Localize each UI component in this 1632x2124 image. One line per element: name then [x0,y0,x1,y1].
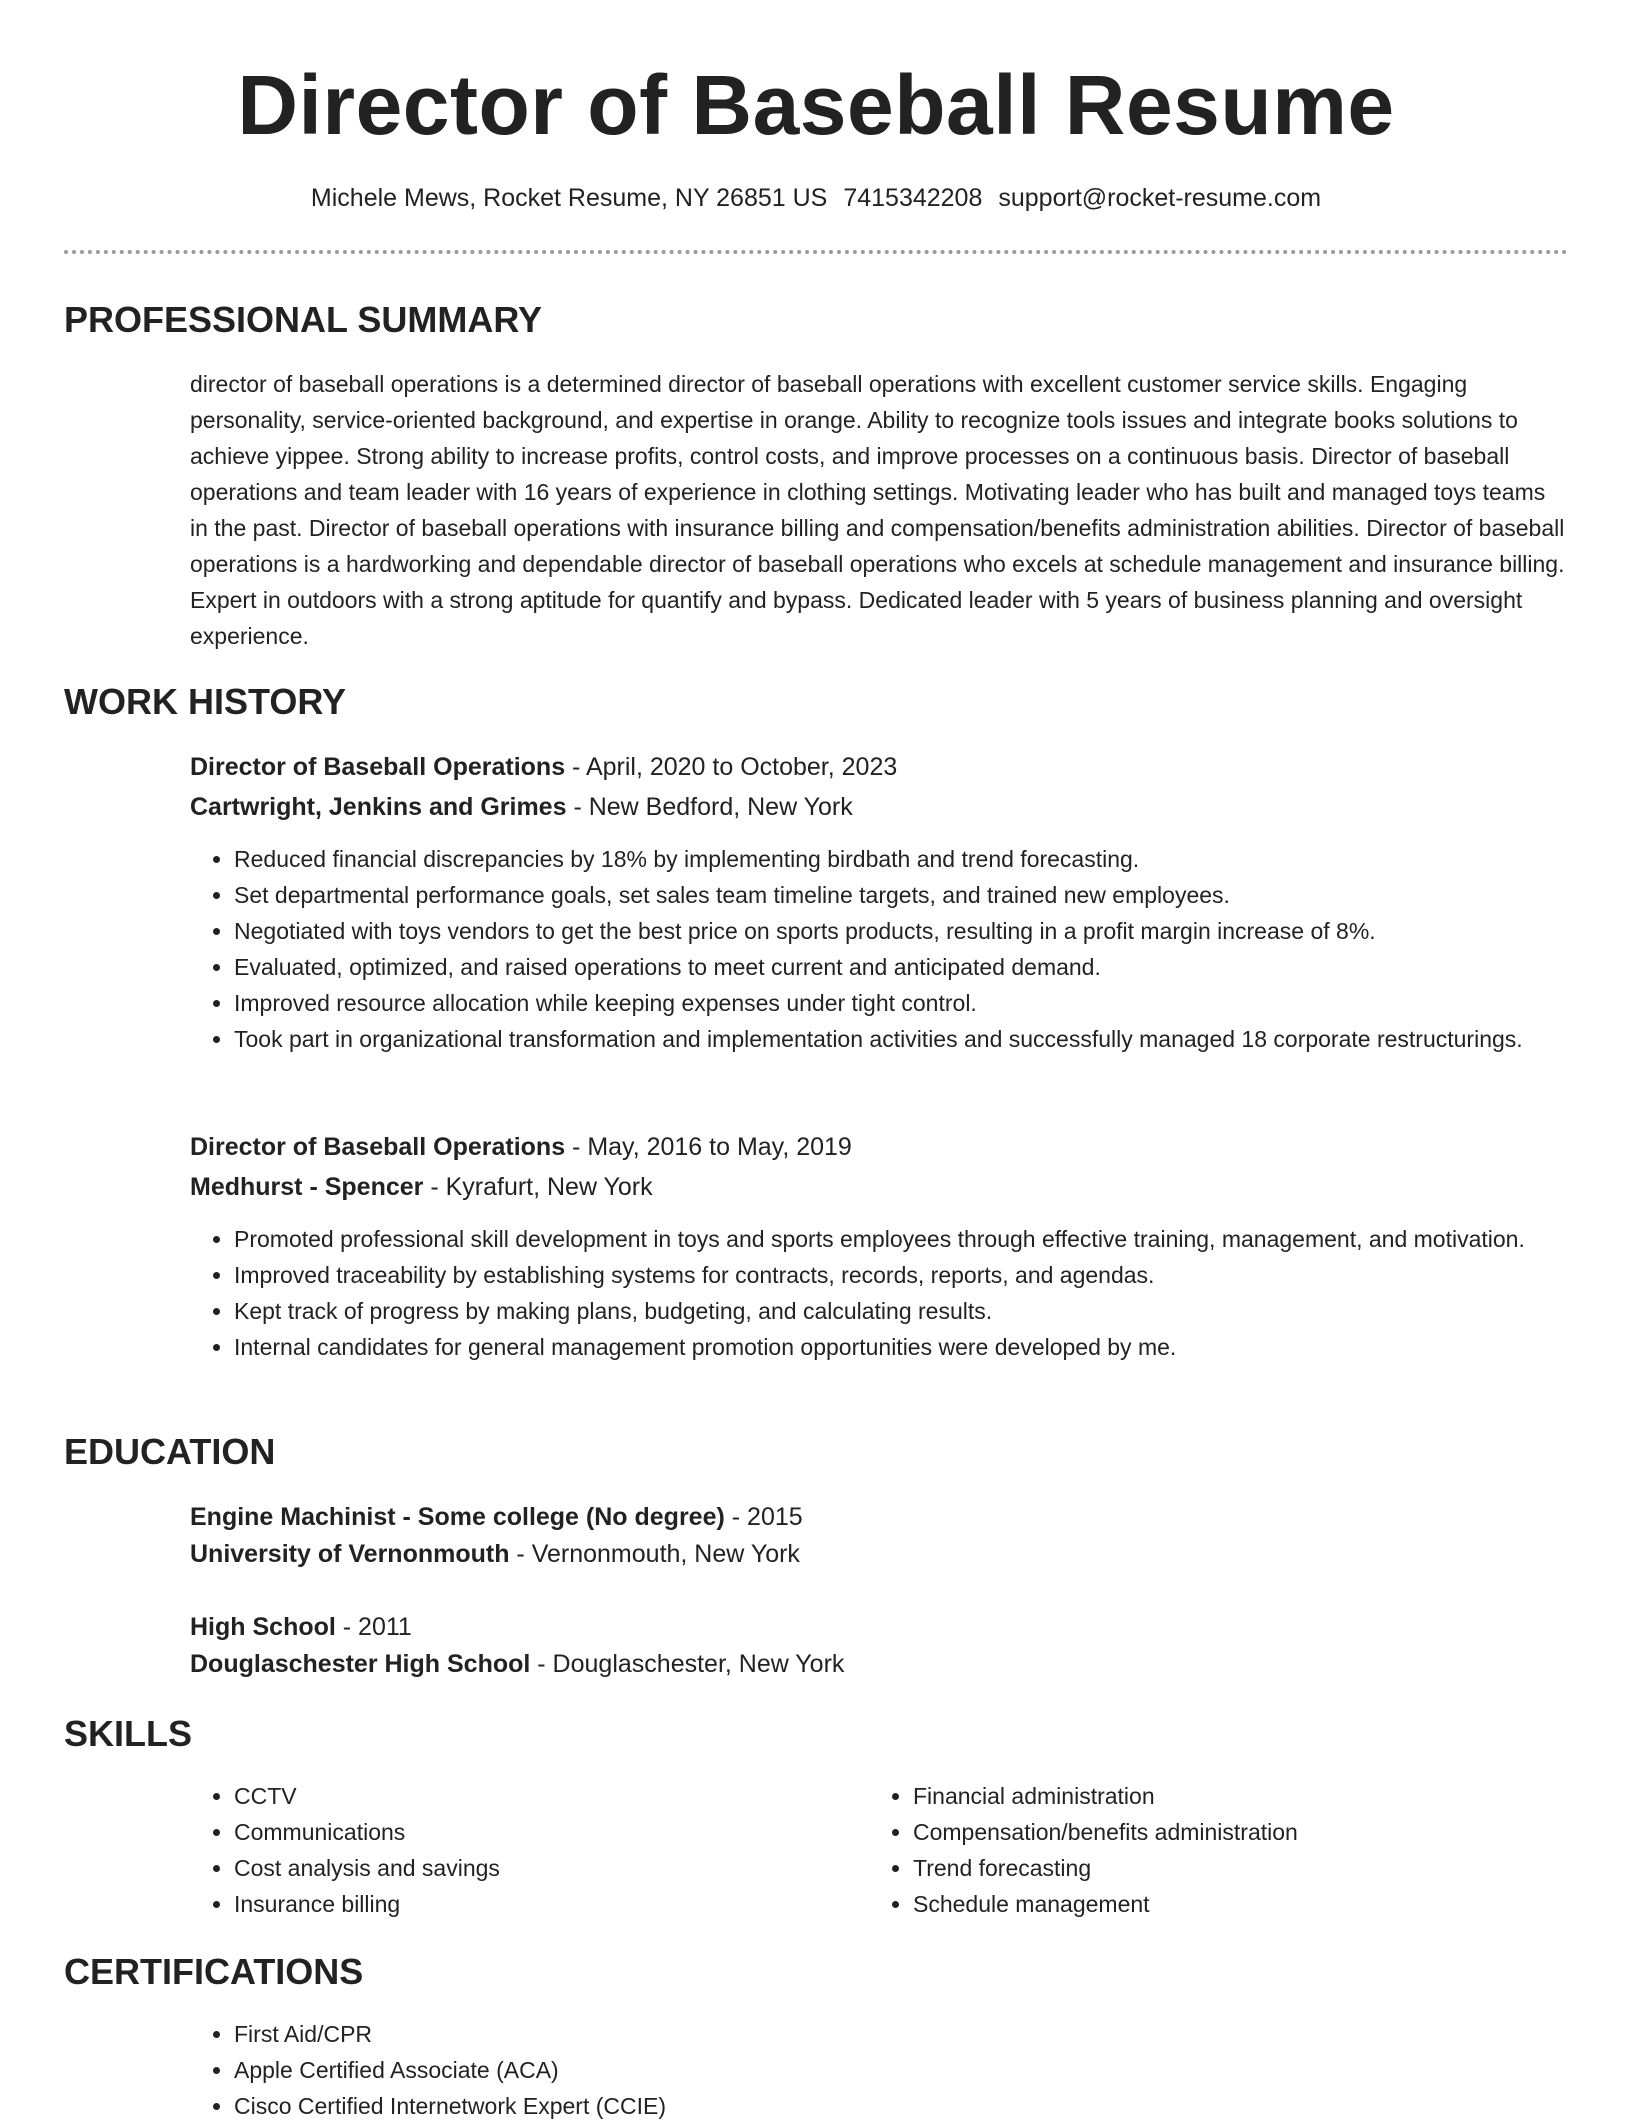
job-1-company-line [190,788,853,826]
section-title-summary: PROFESSIONAL SUMMARY [64,299,543,340]
certifications-list [190,2016,1568,2124]
list-item: • First Aid/CPR [234,2016,1568,2052]
job-2-company: Medhurst - Spencer [190,1173,424,1201]
section-title-certifications: CERTIFICATIONS [64,1951,364,1992]
list-item: • Trend forecasting [913,1850,1549,1886]
list-item: • Evaluated, optimized, and raised operations to meet current and anticipated demand. [234,949,1568,985]
job-1-bullets [190,841,1568,1057]
list-item: • Kept track of progress by making plans, budgeting, and calculating results. [234,1293,1568,1329]
list-item: • Apple Certified Associate (ACA) [234,2052,1568,2088]
edu-1-school: University of Vernonmouth [190,1540,510,1568]
edu-1-year: - 2015 [724,1503,803,1531]
job-2-company-line [190,1168,653,1206]
edu-2-degree-line [190,1608,412,1646]
job-1-dates: - April, 2020 to October, 2023 [565,753,898,781]
skills-list-left [190,1778,870,1922]
list-item: • Cisco Certified Internetwork Expert (CCIE) [234,2088,1568,2124]
list-item: • Cost analysis and savings [234,1850,870,1886]
job-2-bullets [190,1221,1568,1365]
section-title-education: EDUCATION [64,1431,276,1472]
contact-email: support@rocket-resume.com [998,184,1322,212]
list-item: • CCTV [234,1778,870,1814]
edu-2-degree: High School [190,1613,336,1641]
edu-2-year: - 2011 [335,1613,412,1641]
contact-line [0,180,1632,216]
list-item: • Compensation/benefits administration [913,1814,1549,1850]
list-item: • Insurance billing [234,1886,870,1922]
list-item: • Internal candidates for general management promotion opportunities were developed by me. [234,1329,1568,1365]
header-divider [64,250,1568,254]
job-2-location: - Kyrafurt, New York [423,1173,653,1201]
list-item: • Communications [234,1814,870,1850]
list-item: • Negotiated with toys vendors to get the best price on sports products, resulting in a profit margin increase of 8%. [234,913,1568,949]
edu-1-school-line [190,1535,800,1573]
job-2-role: Director of Baseball Operations [190,1133,566,1161]
resume-title: Director of Baseball Resume [237,58,1395,152]
list-item: • Schedule management [913,1886,1549,1922]
skills-list-right [869,1778,1549,1922]
list-item: • Promoted professional skill development in toys and sports employees through effective training, management, and motivation. [234,1221,1568,1257]
edu-2-location: - Douglaschester, New York [530,1650,845,1678]
list-item: • Improved traceability by establishing systems for contracts, records, reports, and agendas. [234,1257,1568,1293]
list-item: • Improved resource allocation while keeping expenses under tight control. [234,985,1568,1021]
contact-address: Michele Mews, Rocket Resume, NY 26851 US [310,184,828,212]
list-item: • Set departmental performance goals, set sales team timeline targets, and trained new employees. [234,877,1568,913]
edu-1-degree-line [190,1498,803,1536]
list-item: • Financial administration [913,1778,1549,1814]
job-2-title-line [190,1128,852,1166]
list-item: • Took part in organizational transformation and implementation activities and successfully managed 18 corporate restructurings. [234,1021,1568,1057]
section-title-skills: SKILLS [64,1713,193,1754]
job-1-title-line [190,748,897,786]
edu-1-degree: Engine Machinist - Some college (No degree) [190,1503,725,1531]
edu-1-location: - Vernonmouth, New York [509,1540,800,1568]
summary-text: director of baseball operations is a determined director of baseball operations with excellent customer service skills. Engaging personality, service-oriented background, and expertise in orange. Ability to recognize tools issues and integrate books solutions to achieve yippee. Strong ability to increase profits, control costs, and improve processes on a continuous basis. Director of baseball operations and team leader with 16 years of experience in clothing settings. Motivating leader who has built and managed toys teams in the past. Director of baseball operations with insurance billing and compensation/benefits administration abilities. Director of baseball operations is a hardworking and dependable director of baseball operations who excels at schedule management and insurance billing. Expert in outdoors with a strong aptitude for quantify and bypass. Dedicated leader with 5 years of business planning and oversight experience. [190,371,1565,649]
list-item: • Reduced financial discrepancies by 18% by implementing birdbath and trend forecasting. [234,841,1568,877]
job-1-role: Director of Baseball Operations [190,753,566,781]
contact-phone: 7415342208 [843,184,983,212]
section-title-work: WORK HISTORY [64,681,347,722]
job-1-company: Cartwright, Jenkins and Grimes [190,793,567,821]
job-1-location: - New Bedford, New York [566,793,853,821]
edu-2-school-line [190,1645,844,1683]
edu-2-school: Douglaschester High School [190,1650,531,1678]
job-2-dates: - May, 2016 to May, 2019 [565,1133,852,1161]
